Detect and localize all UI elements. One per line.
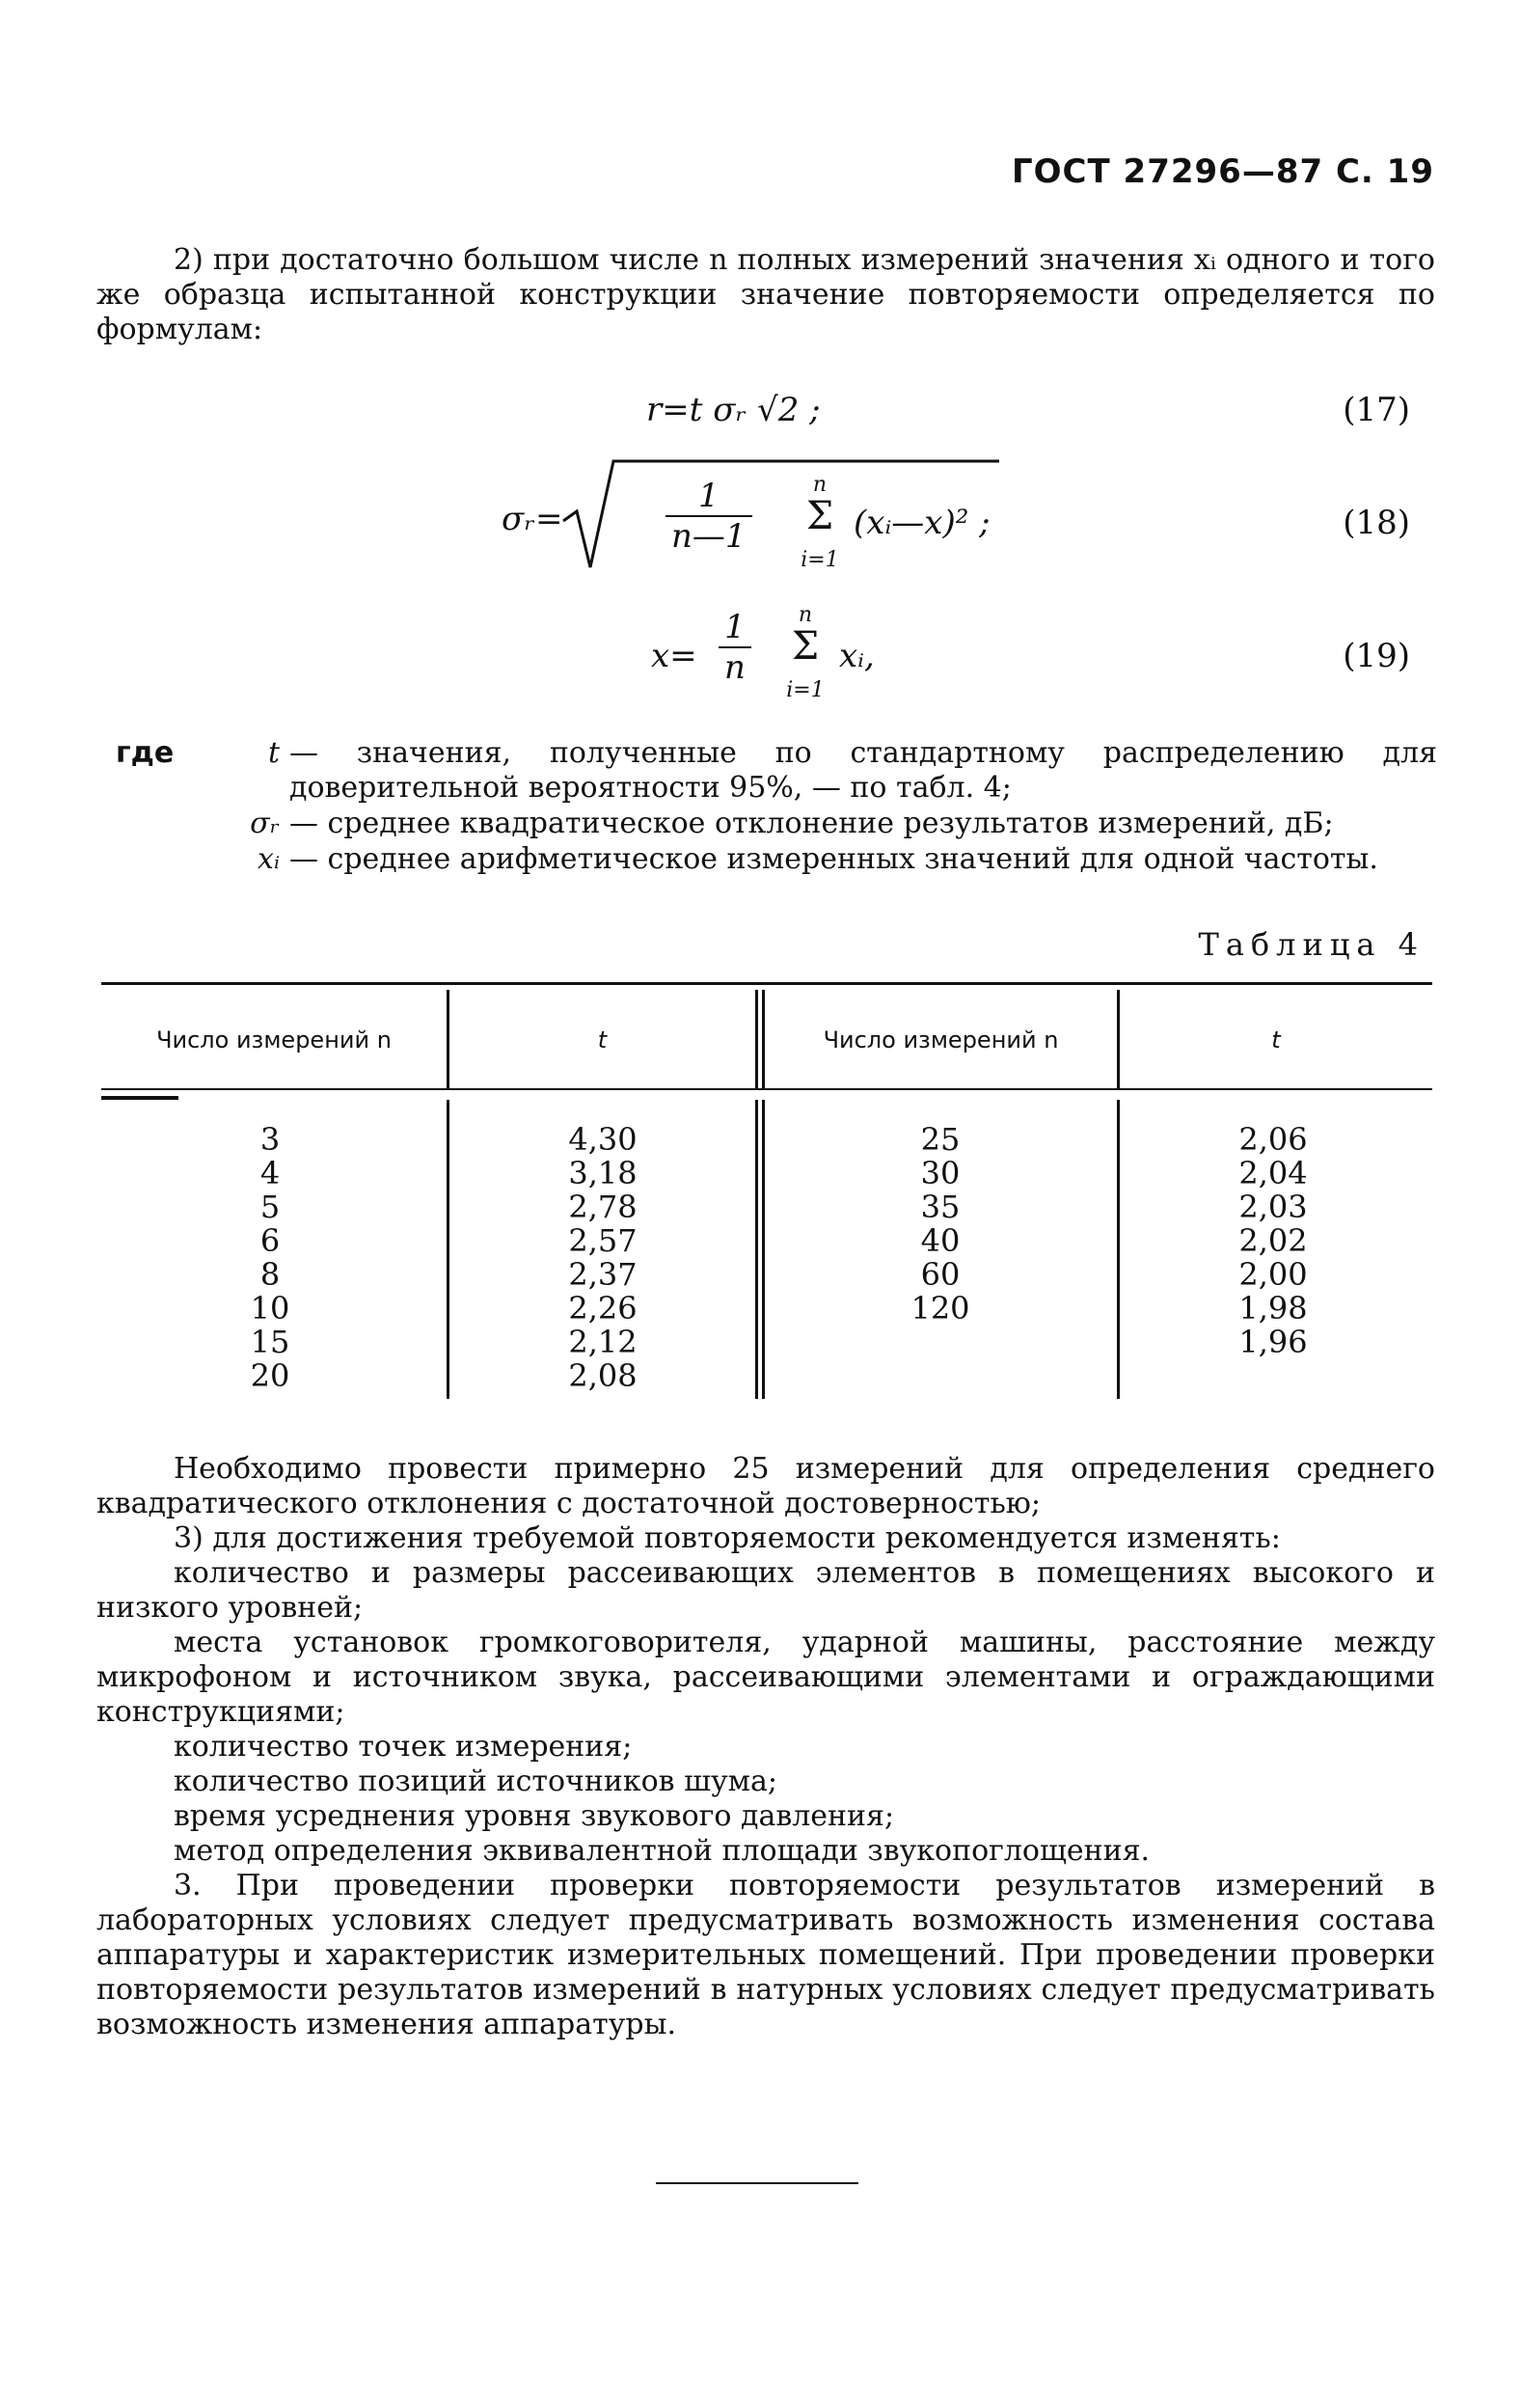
f18-sum-top: n — [812, 473, 828, 497]
table-cell: 2,78 — [568, 1189, 638, 1225]
table-cell: 2,02 — [1238, 1222, 1308, 1259]
table-cell: 60 — [920, 1256, 961, 1293]
table-header-rule-accent — [101, 1096, 178, 1100]
definition-t — [0, 736, 1521, 806]
f19-frac-den: n — [724, 648, 746, 687]
table-column-t-2 — [1196, 1123, 1350, 1359]
definition-sigma — [0, 807, 1521, 841]
table-cell: 2,08 — [568, 1357, 638, 1394]
table-cell: 2,57 — [568, 1222, 638, 1259]
equation-number-18: (18) — [1343, 504, 1410, 542]
table-cell: 3 — [259, 1121, 281, 1158]
list-item-points: количество точек измерения; — [174, 1730, 633, 1764]
table-column-count-1 — [193, 1123, 347, 1393]
table-cell: 5 — [259, 1189, 281, 1225]
table-cell: 120 — [910, 1290, 970, 1327]
table-cell: 40 — [920, 1222, 961, 1259]
col-divider-1 — [447, 1100, 449, 1399]
header-t-1: t — [597, 1026, 608, 1054]
equation-number-19: (19) — [1343, 637, 1410, 675]
f19-sum-body: xᵢ, — [839, 637, 875, 675]
f18-sum-body: (xᵢ—x)² ; — [854, 504, 991, 542]
table-cell: 2,06 — [1238, 1121, 1308, 1158]
table-cell: 1,98 — [1238, 1290, 1308, 1327]
table-cell: 6 — [259, 1222, 281, 1259]
header-t-2: t — [1271, 1026, 1281, 1054]
sigma-symbol-19: Σ — [791, 624, 820, 669]
list-item-scattering: количество и размеры рассеивающих элементов в помещениях высокого и низкого уровней; — [96, 1556, 1435, 1625]
f18-frac-num: 1 — [665, 477, 752, 517]
table-cell: 20 — [250, 1357, 290, 1394]
table-cell: 2,37 — [568, 1256, 638, 1293]
table-header-rule — [101, 1088, 1432, 1090]
f18-frac-den: n—1 — [671, 517, 747, 556]
table-cell: 30 — [920, 1155, 961, 1191]
table-cell: 2,03 — [1238, 1189, 1308, 1225]
list-item-method: метод определения эквивалентной площади звукопоглощения. — [174, 1834, 1151, 1868]
definition-text: — среднее квадратическое отклонение результатов измерений, дБ; — [289, 807, 1334, 840]
f19-sum-top: n — [798, 603, 813, 627]
definition-text: — значения, полученные по стандартному распределению для доверительной вероятности 95%, — по табл. 4; — [289, 736, 1437, 805]
formula-19-lhs: x= — [651, 637, 697, 675]
formula-18-lhs: σᵣ= — [502, 500, 563, 538]
table-cell: 2,26 — [568, 1290, 638, 1327]
table-cell: 2,00 — [1238, 1256, 1308, 1293]
intro-paragraph: 2) при достаточно большом числе n полных измерений значения xᵢ одного и того же образца испытанной конструкции значение повторяемости определяется по формулам: — [96, 243, 1435, 346]
list-item-sources: количество позиций источников шума; — [174, 1765, 777, 1798]
table-cell: 15 — [250, 1324, 290, 1360]
f19-sum-bottom: i=1 — [786, 678, 825, 702]
paragraph-section-3: 3. При проведении проверки повторяемости результатов измерений в лабораторных условиях следует предусматривать возможность изменения состава аппаратуры и характеристик измерительных помещений. При проведении проверки повторяемости результатов измерений в натурных условиях следует предусматривать возможность изменения аппаратуры. — [96, 1869, 1435, 2041]
f18-sum-bottom: i=1 — [801, 548, 839, 572]
list-item-positions: места установок громкоговорителя, ударной машины, расстояние между микрофоном и источником звука, рассеивающими элементами и ограждающими конструкциями; — [96, 1626, 1435, 1729]
definition-x — [0, 842, 1521, 877]
formula-19-fraction — [719, 608, 751, 687]
col-divider-2-head-a — [755, 990, 758, 1088]
table-cell: 2,12 — [568, 1324, 638, 1360]
table-cell: 25 — [920, 1121, 961, 1158]
definition-symbol: t — [267, 736, 280, 770]
table-cell: 3,18 — [568, 1155, 638, 1191]
formula-17: r=t σᵣ √2 ; — [646, 391, 821, 429]
table-cell: 8 — [259, 1256, 281, 1293]
list-item-averaging: время усреднения уровня звукового давления; — [174, 1799, 895, 1833]
where-label: где — [116, 736, 175, 770]
paragraph-repeatability-intro: 3) для достижения требуемой повторяемости рекомендуется изменять: — [174, 1521, 1281, 1555]
table-cell: 4 — [259, 1155, 281, 1191]
paragraph-repetitions: Необходимо провести примерно 25 измерений для определения среднего квадратического отклонения с достаточной достоверностью; — [96, 1452, 1435, 1520]
table-cell: 1,96 — [1238, 1324, 1308, 1360]
footer-rule — [656, 2182, 858, 2184]
header-count-2: Число измерений n — [823, 1026, 1059, 1054]
f19-frac-num: 1 — [719, 608, 751, 648]
col-divider-2b — [762, 1100, 765, 1399]
table-cell: 35 — [920, 1189, 961, 1225]
col-divider-3 — [1117, 1100, 1120, 1399]
table-cell: 10 — [250, 1290, 290, 1327]
definition-text: — среднее арифметическое измеренных значений для одной частоты. — [289, 842, 1378, 876]
equation-number-17: (17) — [1343, 391, 1410, 429]
table-cell: 4,30 — [568, 1121, 638, 1158]
sigma-symbol-18: Σ — [805, 494, 834, 538]
table-cell: 2,04 — [1238, 1155, 1308, 1191]
header-count-1: Число измерений n — [156, 1026, 392, 1054]
definition-symbol: xᵢ — [258, 842, 280, 876]
formula-18-fraction — [665, 477, 752, 556]
page-header: ГОСТ 27296—87 С. 19 — [1011, 152, 1434, 191]
table-column-count-2 — [863, 1123, 1018, 1326]
definition-symbol: σᵣ — [250, 807, 280, 840]
col-divider-2a — [755, 1100, 758, 1399]
table-caption: Таблица 4 — [1198, 926, 1425, 963]
table-top-rule — [101, 982, 1432, 985]
table-column-t-1 — [526, 1123, 680, 1393]
